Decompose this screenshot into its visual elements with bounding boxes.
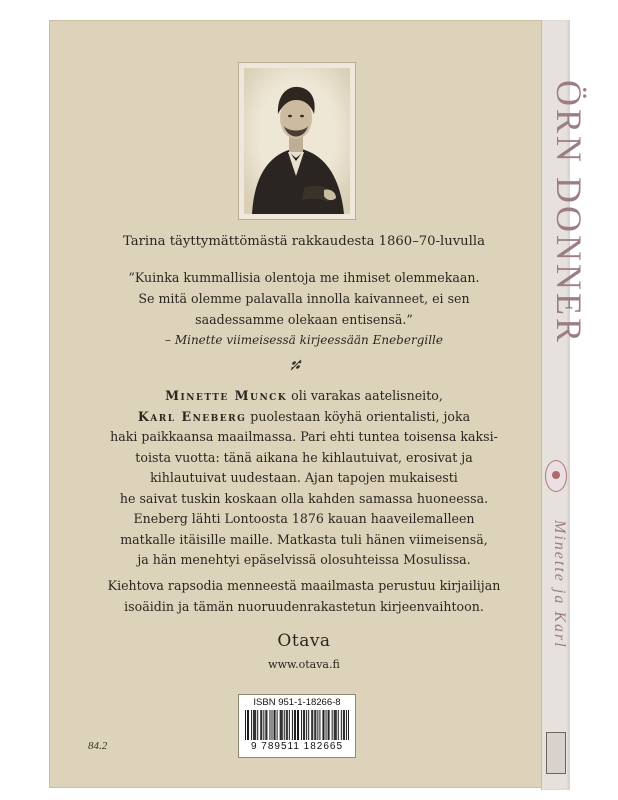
story-line: Eneberg lähti Lontoosta 1876 kauan haaveilemalleen (133, 511, 475, 526)
isbn-label: ISBN 951-1-18266-8 (253, 697, 341, 708)
name-minette: Minette Munck (165, 388, 288, 403)
quote-line: ”Kuinka kummallisia olentoja me ihmiset olemmekaan. (128, 270, 480, 285)
price-code: 84.2 (88, 740, 108, 752)
quote-line: saadessamme olekaan entisensä.” (195, 312, 413, 327)
tagline: Tarina täyttymättömästä rakkaudesta 1860–70-luvulla (123, 234, 485, 249)
publisher-url: www.otava.fi (268, 658, 340, 671)
closing-text (84, 576, 524, 617)
story-text (84, 386, 524, 571)
story-line: kihlautuivat uudestaan. Ajan tapojen mukaisesti (150, 470, 458, 485)
isbn-barcode (238, 694, 356, 758)
closing-line: isoäidin ja tämän nuoruudenrakastetun kirjeenvaihtoon. (124, 598, 484, 614)
quote-block (84, 267, 524, 351)
portrait-icon (244, 68, 350, 214)
closing-line: Kiehtova rapsodia menneestä maailmasta perustuu kirjailijan (107, 578, 501, 593)
portrait-photo (238, 62, 356, 220)
story-line (84, 386, 524, 407)
story-line: haki paikkaansa maailmassa. Pari ehti tuntea toisensa kaksi- (110, 429, 498, 444)
spine-title: Minette ja Karl (551, 520, 568, 649)
spine-emblem-icon (545, 460, 567, 492)
story-line: matkalle itäisille maille. Matkasta tuli hänen viimeisensä, (120, 531, 488, 547)
spine-author: ÖRN DONNER (549, 80, 589, 346)
name-karl: Karl Eneberg (137, 408, 247, 424)
story-line (84, 407, 524, 428)
barcode-icon (245, 710, 349, 740)
story-line-rest: oli varakas aatelisneito, (287, 388, 443, 403)
story-line: ja hän menehtyi epäselvissä olosuhteissa Mosulissa. (137, 552, 471, 567)
quote-attribution: – Minette viimeisessä kirjeessään Enebergille (165, 333, 443, 347)
fleuron-icon (289, 358, 303, 372)
quote-line: Se mitä olemme palavalla innolla kaivanneet, ei sen (138, 291, 470, 306)
publisher-name: Otava (277, 631, 331, 651)
story-line: toista vuotta: tänä aikana he kihlautuivat, erosivat ja (135, 449, 473, 465)
story-line-rest: puolestaan köyhä orientalisti, joka (246, 408, 471, 424)
story-line: he saivat tuskin koskaan olla kahden samassa huoneessa. (119, 490, 489, 506)
publisher-logo-icon (546, 732, 566, 774)
book-spine (541, 20, 589, 790)
ean-number: 9 789511 182665 (250, 741, 344, 752)
